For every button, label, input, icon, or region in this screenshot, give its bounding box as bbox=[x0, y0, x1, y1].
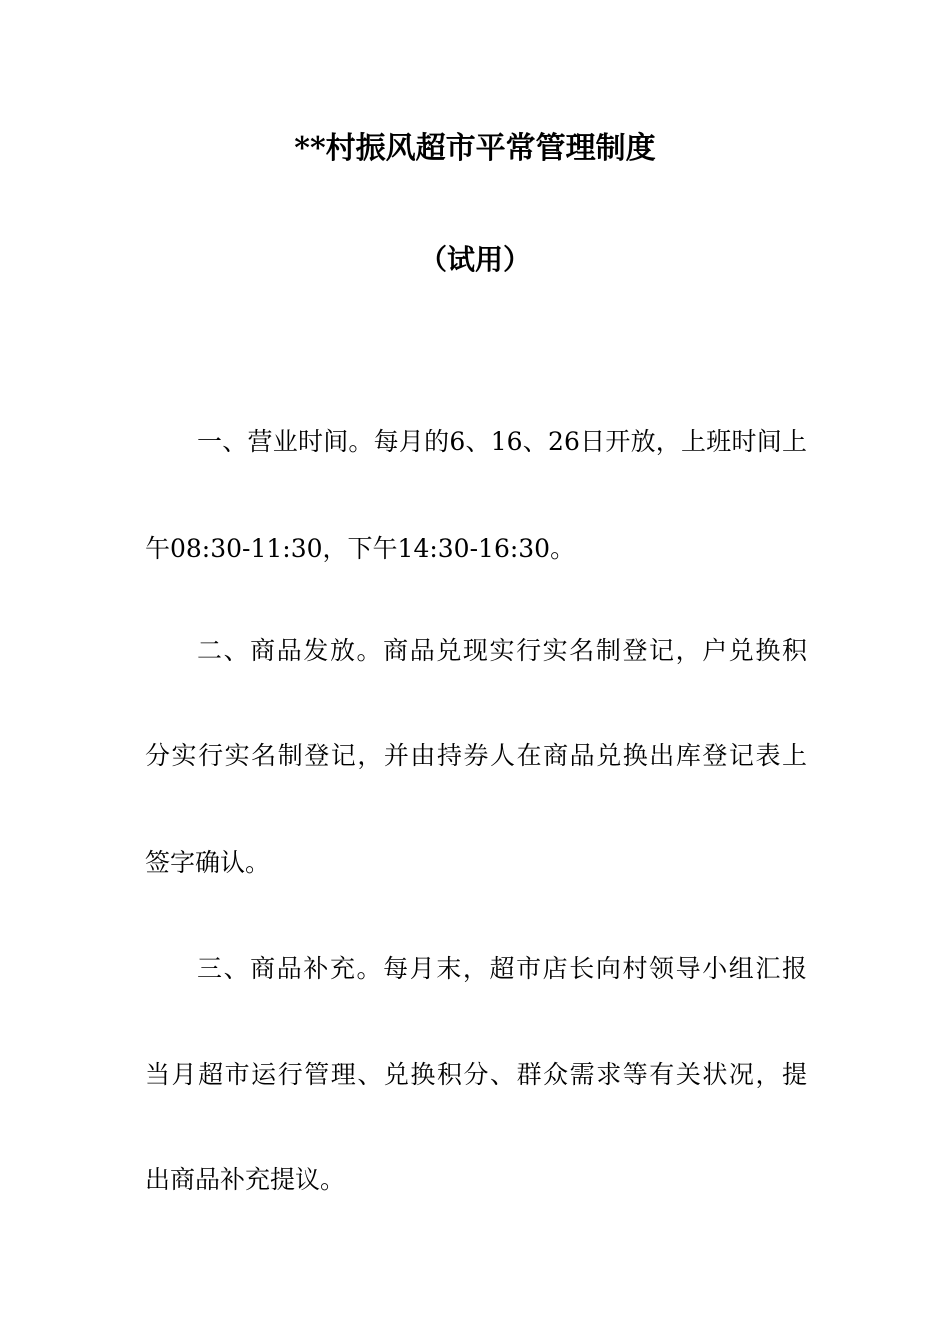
paragraph-2-line-1: 二、商品发放。商品兑现实行实名制登记，户兑换积 bbox=[197, 636, 807, 665]
paragraph-1-line-2: 午08:30-11:30，下午14:30-16:30。 bbox=[145, 534, 576, 563]
paragraph-3-line-3: 出商品补充提议。 bbox=[145, 1165, 346, 1194]
paragraph-2-line-2: 分实行实名制登记，并由持券人在商品兑换出库登记表上 bbox=[145, 741, 807, 770]
document-subtitle: （试用） bbox=[418, 243, 531, 276]
paragraph-3-line-2: 当月超市运行管理、兑换积分、群众需求等有关状况，提 bbox=[145, 1060, 807, 1089]
paragraph-2-line-3: 签字确认。 bbox=[145, 848, 271, 877]
paragraph-3-line-1: 三、商品补充。每月末，超市店长向村领导小组汇报 bbox=[197, 954, 807, 983]
paragraph-1-line-1: 一、营业时间。每月的6、16、26日开放，上班时间上 bbox=[197, 427, 807, 456]
document-title: **村振风超市平常管理制度 bbox=[294, 131, 656, 166]
